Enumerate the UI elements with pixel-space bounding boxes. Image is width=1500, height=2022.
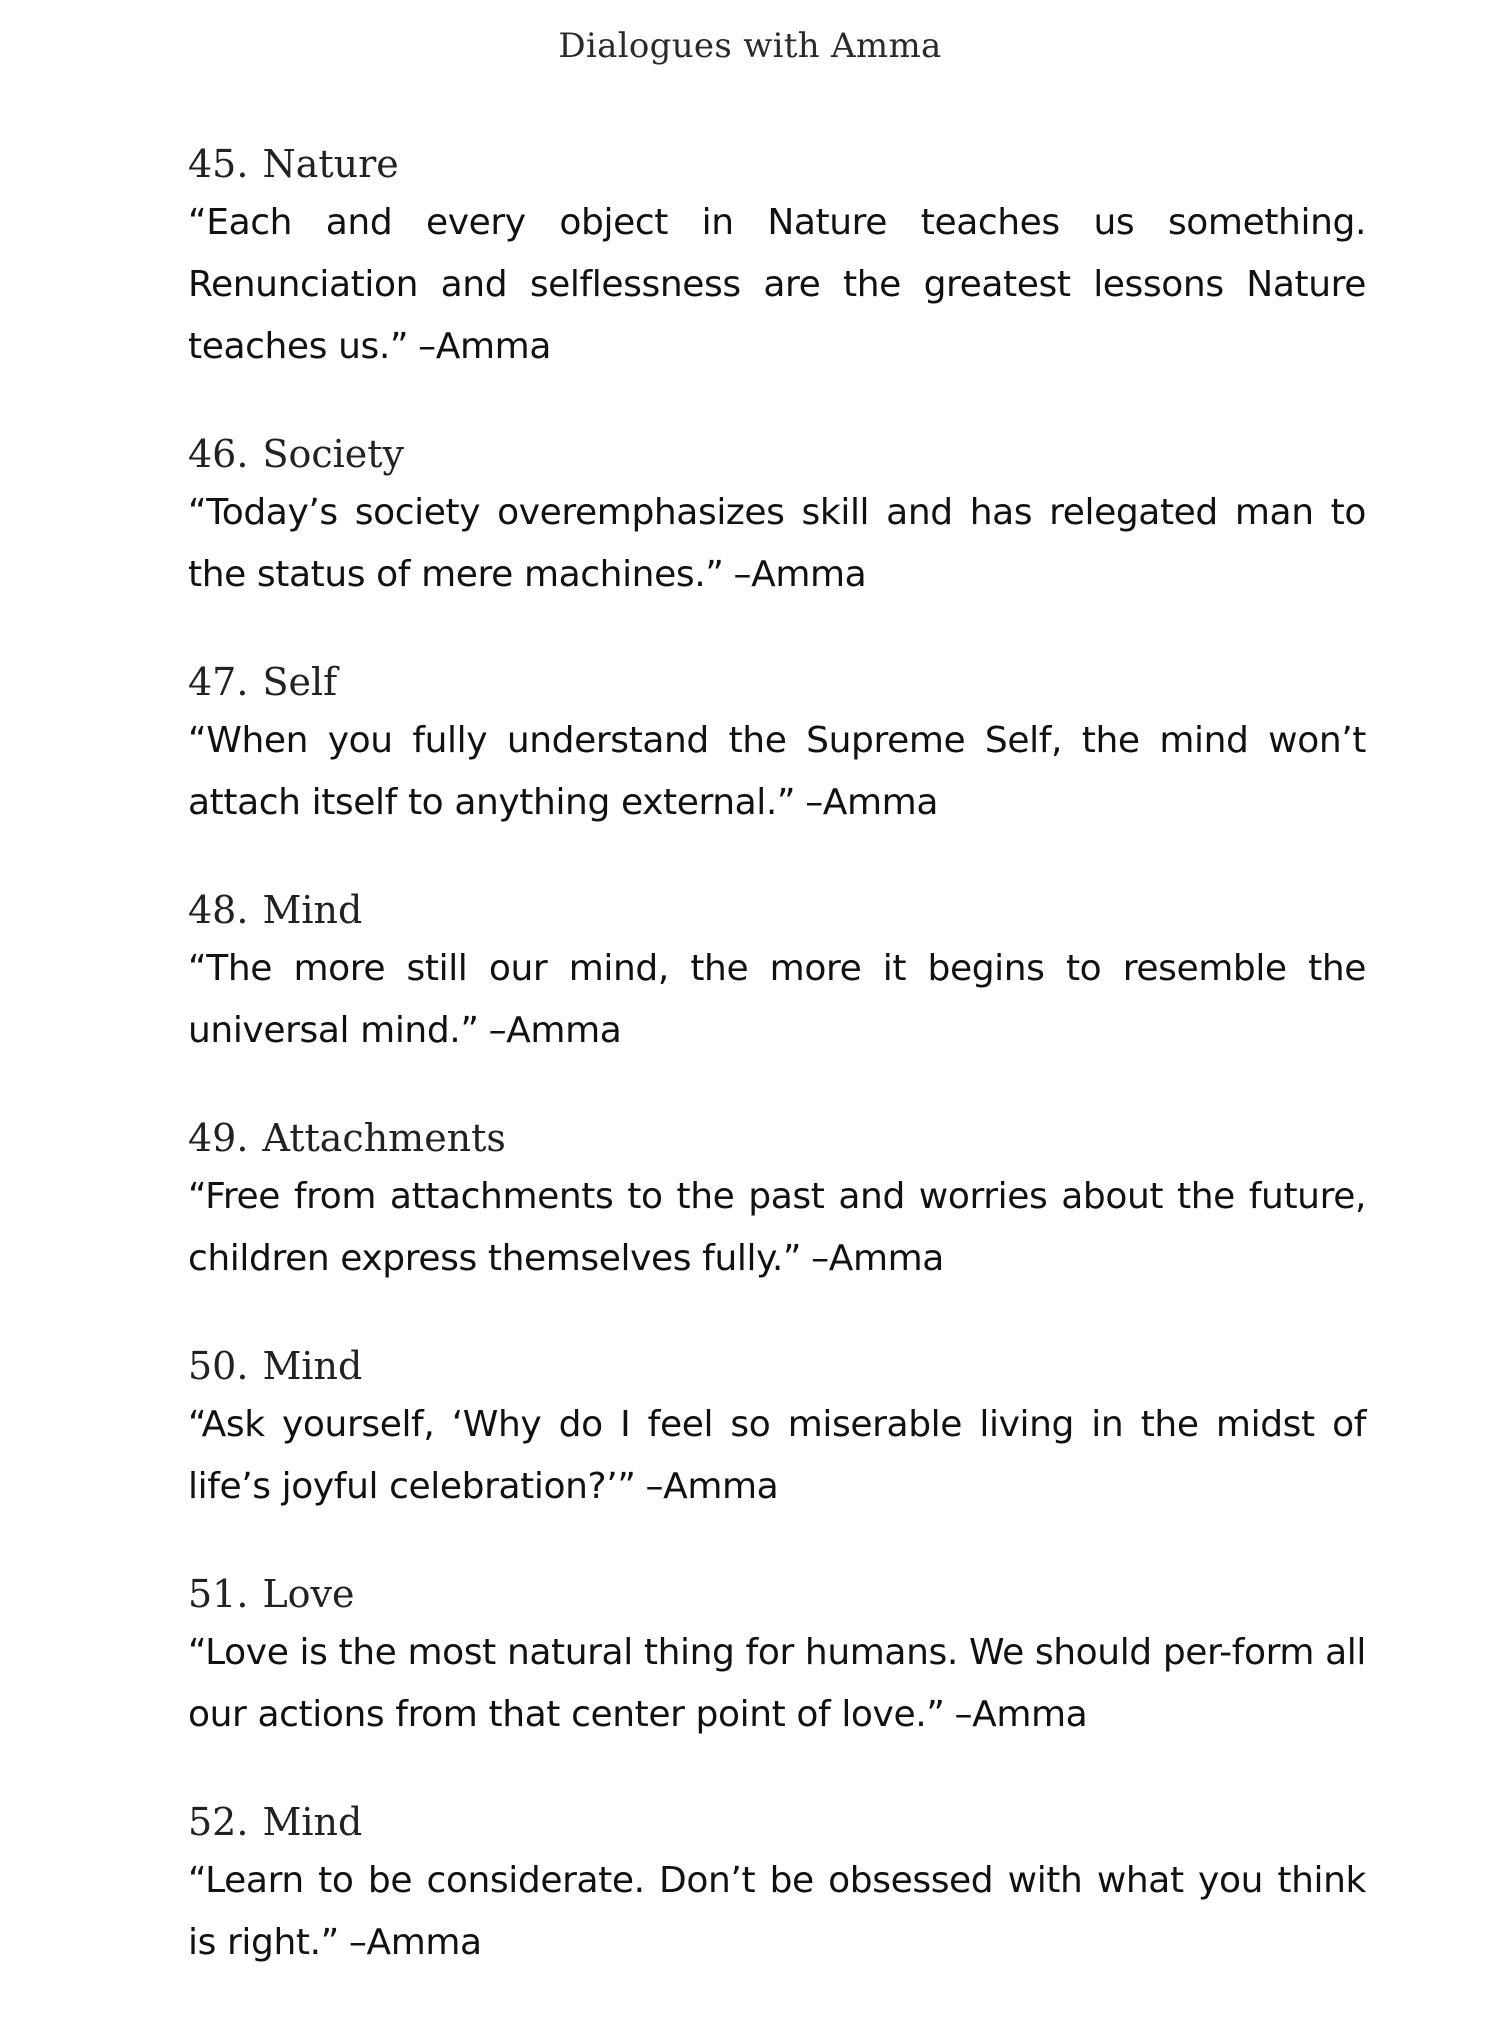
entry-heading — [188, 654, 1366, 710]
quote-entry-46 — [188, 426, 1366, 606]
entry-topic: Mind — [262, 1344, 363, 1388]
entry-topic: Nature — [262, 142, 399, 186]
entry-number: 51. — [188, 1572, 249, 1616]
quote-text: “Ask yourself, ‘Why do I feel so miserable living in the midst of life’s joyful celebration?’” — [188, 1404, 1366, 1507]
quote-text: “Today’s society overemphasizes skill and has relegated man to the status of mere machines.” — [188, 492, 1366, 595]
quote-attribution: –Amma — [954, 1694, 1088, 1735]
quote-entry-49 — [188, 1110, 1366, 1290]
entry-quote — [188, 1166, 1366, 1290]
entry-heading — [188, 136, 1366, 192]
quote-entry-50 — [188, 1338, 1366, 1518]
entry-topic: Self — [262, 660, 338, 704]
entry-topic: Mind — [262, 1800, 363, 1844]
entry-quote — [188, 482, 1366, 606]
quote-text: “Learn to be considerate. Don’t be obsessed with what you think is right.” — [188, 1860, 1366, 1963]
quote-text: “The more still our mind, the more it begins to resemble the universal mind.” — [188, 948, 1366, 1051]
entry-topic: Love — [262, 1572, 355, 1616]
quote-attribution: –Amma — [805, 782, 939, 823]
quote-text: “Each and every object in Nature teaches us something. Renunciation and selflessness are the greatest lessons Nature teaches us.” — [188, 202, 1366, 367]
quote-list — [188, 136, 1366, 2022]
entry-heading — [188, 1566, 1366, 1622]
quote-attribution: –Amma — [645, 1466, 779, 1507]
entry-heading — [188, 1338, 1366, 1394]
quote-attribution: –Amma — [348, 1922, 482, 1963]
entry-heading — [188, 1110, 1366, 1166]
quote-text: “Free from attachments to the past and worries about the future, children express themselves fully.” — [188, 1176, 1366, 1279]
entry-quote — [188, 1622, 1366, 1746]
quote-entry-45 — [188, 136, 1366, 378]
entry-number: 50. — [188, 1344, 249, 1388]
entry-number: 48. — [188, 888, 249, 932]
entry-heading — [188, 1794, 1366, 1850]
entry-quote — [188, 938, 1366, 1062]
entry-topic: Society — [262, 432, 405, 476]
quote-entry-47 — [188, 654, 1366, 834]
running-head: Dialogues with Amma — [558, 26, 942, 66]
quote-attribution: –Amma — [418, 326, 551, 367]
quote-text: “Love is the most natural thing for humans. We should per-form all our actions from that center point of love.” — [188, 1632, 1366, 1735]
quote-attribution: –Amma — [733, 554, 867, 595]
entry-quote — [188, 192, 1366, 378]
entry-quote — [188, 1850, 1366, 1974]
entry-number: 46. — [188, 432, 249, 476]
entry-topic: Attachments — [262, 1116, 506, 1160]
entry-topic: Mind — [262, 888, 363, 932]
quote-entry-48 — [188, 882, 1366, 1062]
entry-quote — [188, 1394, 1366, 1518]
entry-heading — [188, 426, 1366, 482]
quote-text: “When you fully understand the Supreme Self, the mind won’t attach itself to anything external.” — [188, 720, 1366, 823]
quote-attribution: –Amma — [488, 1010, 622, 1051]
quote-attribution: –Amma — [811, 1238, 944, 1279]
entry-heading — [188, 882, 1366, 938]
entry-number: 49. — [188, 1116, 249, 1160]
entry-number: 52. — [188, 1800, 249, 1844]
entry-number: 47. — [188, 660, 249, 704]
entry-quote — [188, 710, 1366, 834]
quote-entry-52 — [188, 1794, 1366, 1974]
entry-number: 45. — [188, 142, 249, 186]
quote-entry-51 — [188, 1566, 1366, 1746]
